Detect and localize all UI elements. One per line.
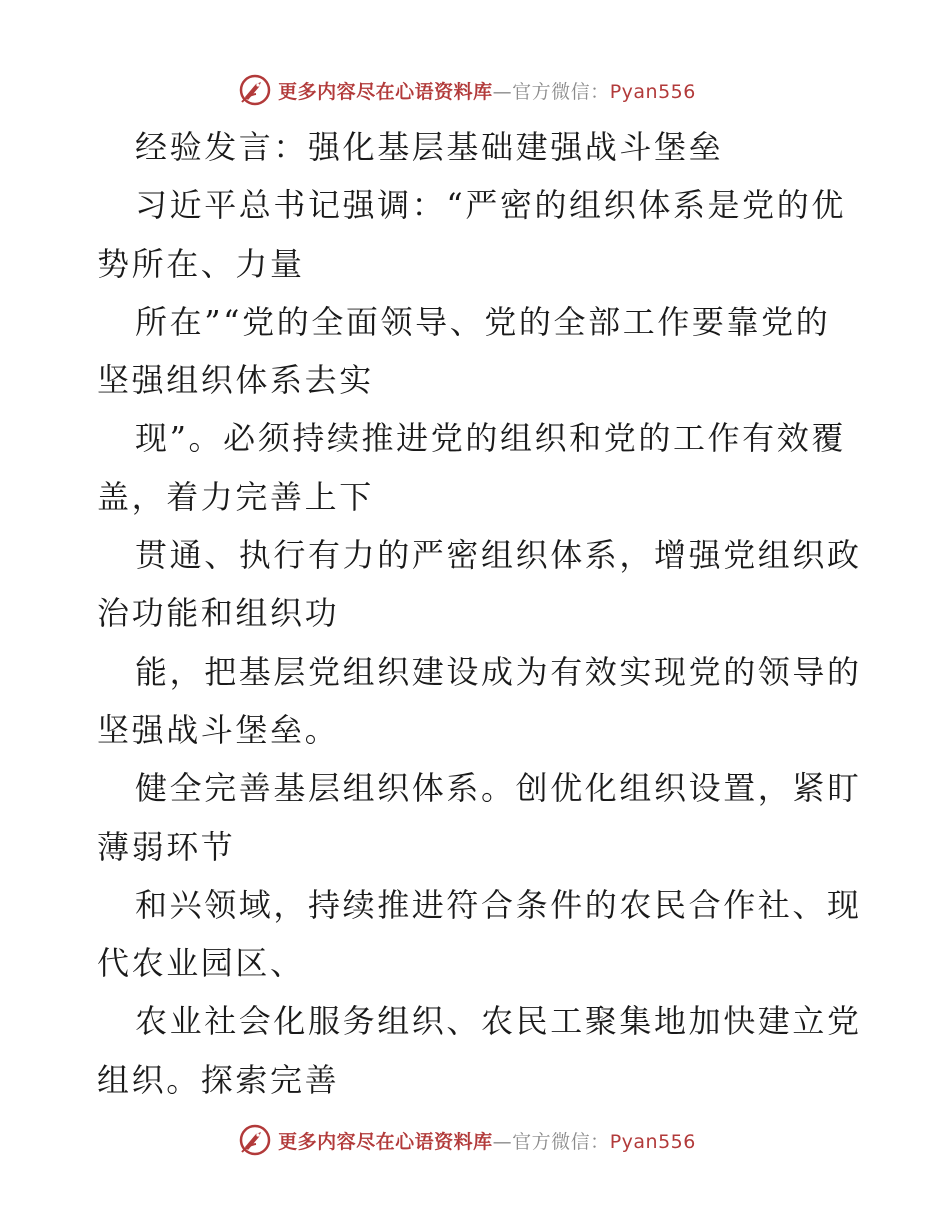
document-line: 代农业园区、: [97, 944, 305, 983]
header-label: 官方微信：: [512, 80, 610, 103]
header-banner: [0, 70, 950, 110]
footer-banner-inner: [238, 1123, 696, 1157]
document-line: 健全完善基层组织体系。创优化组织设置，紧盯: [135, 769, 862, 808]
document-line: 组织。探索完善: [97, 1060, 340, 1099]
document-line: 势所在、力量: [97, 244, 305, 283]
document-line: 所在”“党的全面领导、党的全部工作要靠党的: [135, 302, 831, 341]
header-banner-text: [278, 77, 696, 104]
document-title: 经验发言：强化基层基础建强战斗堡垒: [135, 128, 724, 166]
header-account: Pyan556: [609, 80, 696, 103]
pen-nib-logo-icon: [238, 1123, 272, 1157]
document-body: [97, 118, 862, 1109]
document-line: 盖，着力完善上下: [97, 477, 374, 516]
footer-banner: [0, 1120, 950, 1160]
header-banner-inner: [238, 73, 696, 107]
document-line: 贯通、执行有力的严密组织体系，增强党组织政: [135, 536, 862, 575]
document-line: 坚强战斗堡垒。: [97, 710, 340, 749]
footer-label: 官方微信：: [512, 1130, 610, 1153]
footer-brand: 更多内容尽在心语资料库: [278, 1130, 493, 1153]
header-separator: —: [492, 80, 513, 103]
footer-banner-text: [278, 1127, 696, 1154]
document-line: 坚强组织体系去实: [97, 361, 374, 400]
document-line: 能，把基层党组织建设成为有效实现党的领导的: [135, 652, 862, 691]
footer-separator: —: [492, 1130, 513, 1153]
header-brand: 更多内容尽在心语资料库: [278, 80, 493, 103]
document-line: 治功能和组织功: [97, 594, 340, 633]
document-line: 薄弱环节: [97, 827, 236, 866]
footer-account: Pyan556: [609, 1130, 696, 1153]
document-line: 和兴领域，持续推进符合条件的农民合作社、现: [135, 885, 862, 924]
pen-nib-logo-icon: [238, 73, 272, 107]
document-line: 农业社会化服务组织、农民工聚集地加快建立党: [135, 1002, 862, 1041]
document-line: 现”。必须持续推进党的组织和党的工作有效覆: [135, 419, 846, 458]
document-line: 习近平总书记强调：“严密的组织体系是党的优: [135, 186, 846, 225]
